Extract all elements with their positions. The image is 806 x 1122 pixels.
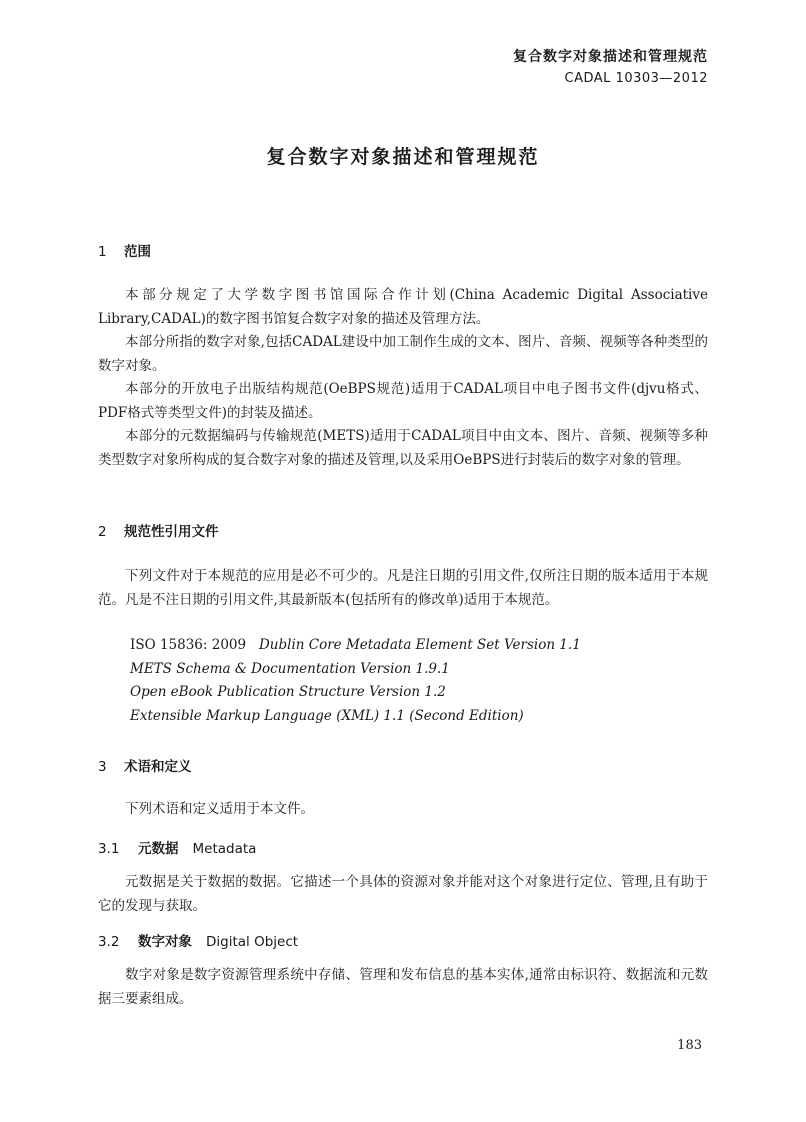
reference-item	[130, 705, 710, 729]
paragraph: 本部分的开放电子出版结构规范(OeBPS规范)适用于CADAL项目中电子图书文件(djvu格式、PDF格式等类型文件)的封装及描述。	[98, 381, 708, 421]
subsection-3-2-heading	[98, 930, 298, 950]
document-title: 复合数字对象描述和管理规范	[266, 146, 540, 168]
subsection-number: 3.1	[98, 841, 120, 857]
running-header-code: CADAL 10303—2012	[564, 71, 708, 86]
paragraph: 本部分所指的数字对象,包括CADAL建设中加工制作生成的文本、图片、音频、视频等各种类型的数字对象。	[98, 334, 708, 374]
section-title: 术语和定义	[124, 759, 192, 775]
reference-item	[130, 634, 710, 658]
section-number: 3	[98, 759, 107, 775]
reference-title: Open eBook Publication Structure Version 1.2	[130, 684, 446, 700]
section-number: 1	[98, 244, 107, 260]
section-title: 范围	[124, 244, 151, 260]
paragraph: 数字对象是数字资源管理系统中存储、管理和发布信息的基本实体,通常由标识符、数据流和元数据三要素组成。	[98, 967, 708, 1007]
running-header-title: 复合数字对象描述和管理规范	[513, 49, 708, 65]
subsection-number: 3.2	[98, 934, 120, 950]
section-3-heading	[98, 755, 192, 775]
section-3-body	[98, 798, 708, 822]
section-1-heading	[98, 240, 151, 260]
reference-title: Dublin Core Metadata Element Set Version 1.1	[258, 637, 581, 653]
reference-item	[130, 658, 710, 682]
subsection-3-1-heading	[98, 837, 256, 857]
reference-code: ISO 15836: 2009	[130, 637, 247, 653]
subsection-title: 元数据	[138, 841, 179, 857]
reference-title: Extensible Markup Language (XML) 1.1	[130, 707, 405, 724]
subsection-3-2-body	[98, 964, 708, 1011]
section-1-body	[98, 284, 708, 472]
paragraph: 元数据是关于数据的数据。它描述一个具体的资源对象并能对这个对象进行定位、管理,且有助于它的发现与获取。	[98, 874, 708, 914]
subsection-english-title: Digital Object	[206, 934, 299, 950]
section-2-body	[98, 565, 708, 612]
paragraph: 下列术语和定义适用于本文件。	[125, 801, 314, 817]
subsection-3-1-body	[98, 871, 708, 918]
paragraph: 本部分规定了大学数字图书馆国际合作计划(China Academic Digital Associative Library,CADAL)的数字图书馆复合数字对象的描述及管理方法。	[98, 287, 708, 327]
page-number: 183	[677, 1038, 702, 1053]
paragraph: 下列文件对于本规范的应用是必不可少的。凡是注日期的引用文件,仅所注日期的版本适用于本规范。凡是不注日期的引用文件,其最新版本(包括所有的修改单)适用于本规范。	[98, 568, 708, 608]
reference-title: METS Schema & Documentation Version 1.9.1	[130, 660, 450, 677]
paragraph: 本部分的元数据编码与传输规范(METS)适用于CADAL项目中由文本、图片、音频、视频等多种类型数字对象所构成的复合数字对象的描述及管理,以及采用OeBPS进行封装后的数字对象的管理。	[98, 428, 708, 468]
section-title: 规范性引用文件	[124, 524, 219, 540]
reference-list	[130, 634, 710, 728]
reference-item	[130, 681, 710, 705]
subsection-title: 数字对象	[138, 934, 192, 950]
reference-edition: (Second Edition)	[409, 707, 524, 724]
section-number: 2	[98, 524, 107, 540]
subsection-english-title: Metadata	[192, 841, 257, 857]
section-2-heading	[98, 520, 219, 540]
